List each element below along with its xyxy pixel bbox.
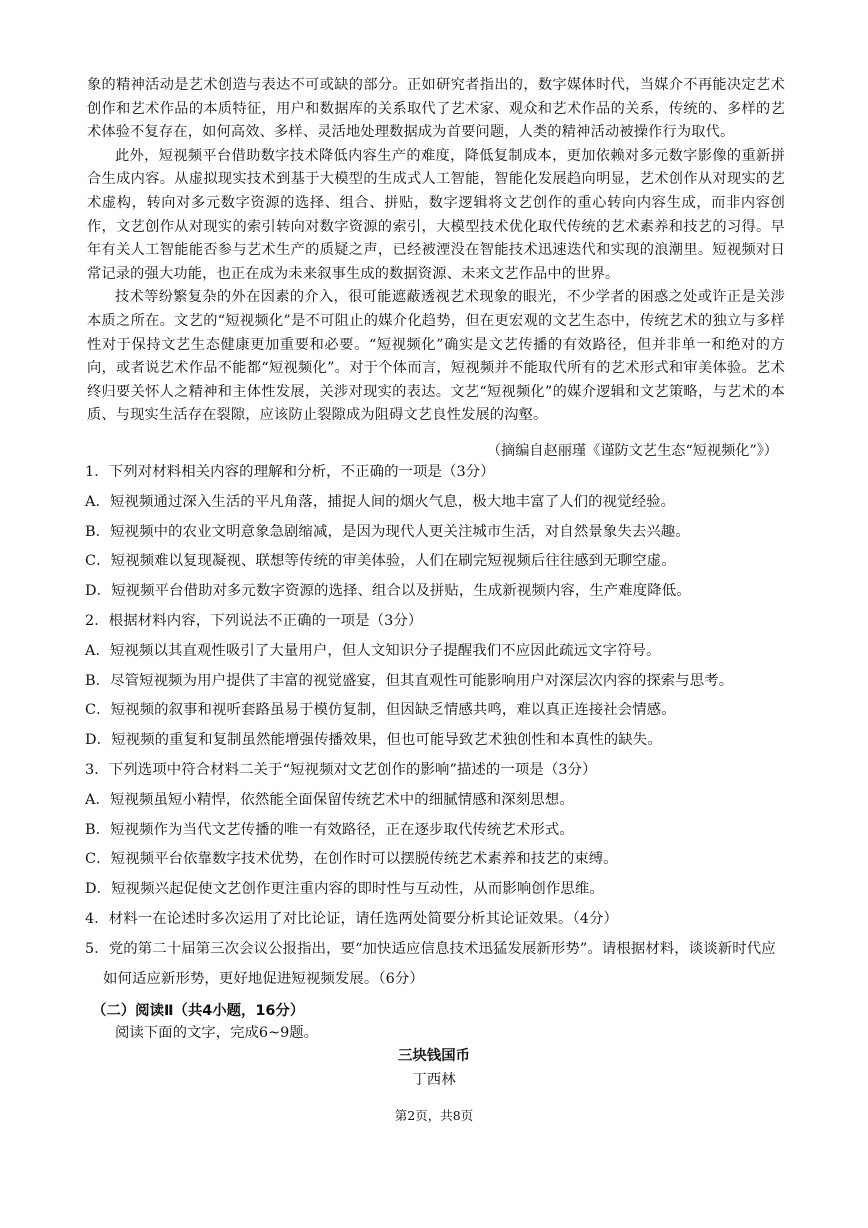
question-stem: 5．党的第二十届第三次会议公报指出，要“加快适应信息技术迅猛发展新形势”。请根据材料，谈谈新时代应如何适应新形势，更好地促进短视频发展。（6分）	[85, 940, 776, 987]
passage-paragraph: 技术等纷繁复杂的外在因素的介入，很可能遮蔽透视艺术现象的眼光，不少学者的困惑之处或许正是关涉本质之所在。文艺的“短视频化”是不可阻止的媒介化趋势，但在更宏观的文艺生态中，传统艺术的独立与多样性对于保持文艺生态健康更加重要和必要。“短视频化”确实是文艺传播的有效路径，但并非单一和绝对的方向，或者说艺术作品不能都“短视频化”。对于个体而言，短视频并不能取代所有的艺术形式和审美体验。艺术终归要关怀人之精神和主体性发展，关涉对现实的表达。文艺“短视频化”的媒介逻辑和文艺策略，与艺术的本质、与现实生活存在裂隙，应该防止裂隙成为阻碍文艺良性发展的沟壑。	[87, 289, 785, 424]
answer-option: C．短视频难以复现凝视、联想等传统的审美体验，人们在刷完短视频后往往感到无聊空虚。	[85, 553, 676, 570]
answer-option: D．短视频兴起促使文艺创作更注重内容的即时性与互动性，从而影响创作思维。	[85, 881, 604, 898]
answer-option: B．尽管短视频为用户提供了丰富的视觉盛宴，但其直观性可能影响用户对深层次内容的探索与思考。	[85, 672, 734, 689]
passage-paragraph: 象的精神活动是艺术创造与表达不可或缺的部分。正如研究者指出的，数字媒体时代，当媒介不再能决定艺术创作和艺术作品的本质特征，用户和数据库的关系取代了艺术家、观众和艺术作品的关系，传统的、多样的艺术体验不复存在，如何高效、多样、灵活地处理数据成为首要问题，人类的精神活动被操作行为取代。	[87, 77, 785, 141]
story-author: 丁西林	[412, 1072, 456, 1088]
answer-option: B．短视频作为当代文艺传播的唯一有效路径，正在逐步取代传统艺术形式。	[85, 821, 574, 838]
question-stem: 2．根据材料内容，下列说法不正确的一项是（3分）	[85, 612, 423, 629]
answer-option: A．短视频通过深入生活的平凡角落，捕捉人间的烟火气息，极大地丰富了人们的视觉经验。	[85, 493, 676, 510]
answer-option: B．短视频中的农业文明意象急剧缩减，是因为现代人更关注城市生活，对自然景象失去兴趣。	[85, 523, 690, 540]
answer-option: D．短视频平台借助对多元数字资源的选择、组合以及拼贴，生成新视频内容，生产难度降低。	[85, 583, 691, 600]
reading-passage	[87, 74, 785, 428]
answer-option: A．短视频以其直观性吸引了大量用户，但人文知识分子提醒我们不应因此疏远文字符号。	[85, 642, 661, 659]
answer-option: C．短视频平台依靠数字技术优势，在创作时可以摆脱传统艺术素养和技艺的束缚。	[85, 851, 618, 868]
answer-option: A．短视频虽短小精悍，依然能全面保留传统艺术中的细腻情感和深刻思想。	[85, 791, 574, 808]
passage-paragraph: 此外，短视频平台借助数字技术降低内容生产的难度，降低复制成本，更加依赖对多元数字影像的重新拼合生成内容。从虚拟现实技术到基于大模型的生成式人工智能，智能化发展趋向明显，艺术创作从对现实的艺术虚构，转向对多元数字资源的选择、组合、拼贴，数字逻辑将文艺创作的重心转向内容生成，而非内容创作，文艺创作从对现实的索引转向对数字资源的索引，大模型技术优化取代传统的艺术素养和技艺的习得。早年有关人工智能能否参与艺术生产的质疑之声，已经被湮没在智能技术迅速迭代和实现的浪潮里。短视频对日常记录的强大功能，也正在成为未来叙事生成的数据资源、未来文艺作品中的世界。	[87, 147, 785, 282]
page-number: 第2页，共8页	[394, 1108, 474, 1123]
answer-option: D．短视频的重复和复制虽然能增强传播效果，但也可能导致艺术独创性和本真性的缺失。	[85, 732, 662, 749]
story-title: 三块钱国币	[398, 1048, 470, 1064]
passage-source: （摘编自赵丽瑾《谨防文艺生态“短视频化”》）	[486, 443, 778, 459]
question-list	[85, 458, 785, 994]
question-stem: 3．下列选项中符合材料二关于“短视频对文艺创作的影响”描述的一项是（3分）	[85, 761, 597, 778]
section-instruction: 阅读下面的文字，完成6~9题。	[115, 1025, 319, 1041]
question-stem: 1．下列对材料相关内容的理解和分析，不正确的一项是（3分）	[85, 464, 495, 480]
section-heading: （二）阅读Ⅱ（共4小题，16分）	[92, 1003, 305, 1019]
question-stem: 4．材料一在论述时多次运用了对比论证，请任选两处简要分析其论证效果。（4分）	[85, 910, 618, 927]
answer-option: C．短视频的叙事和视听套路虽易于模仿复制，但因缺乏情感共鸣，难以真正连接社会情感。	[85, 702, 676, 719]
